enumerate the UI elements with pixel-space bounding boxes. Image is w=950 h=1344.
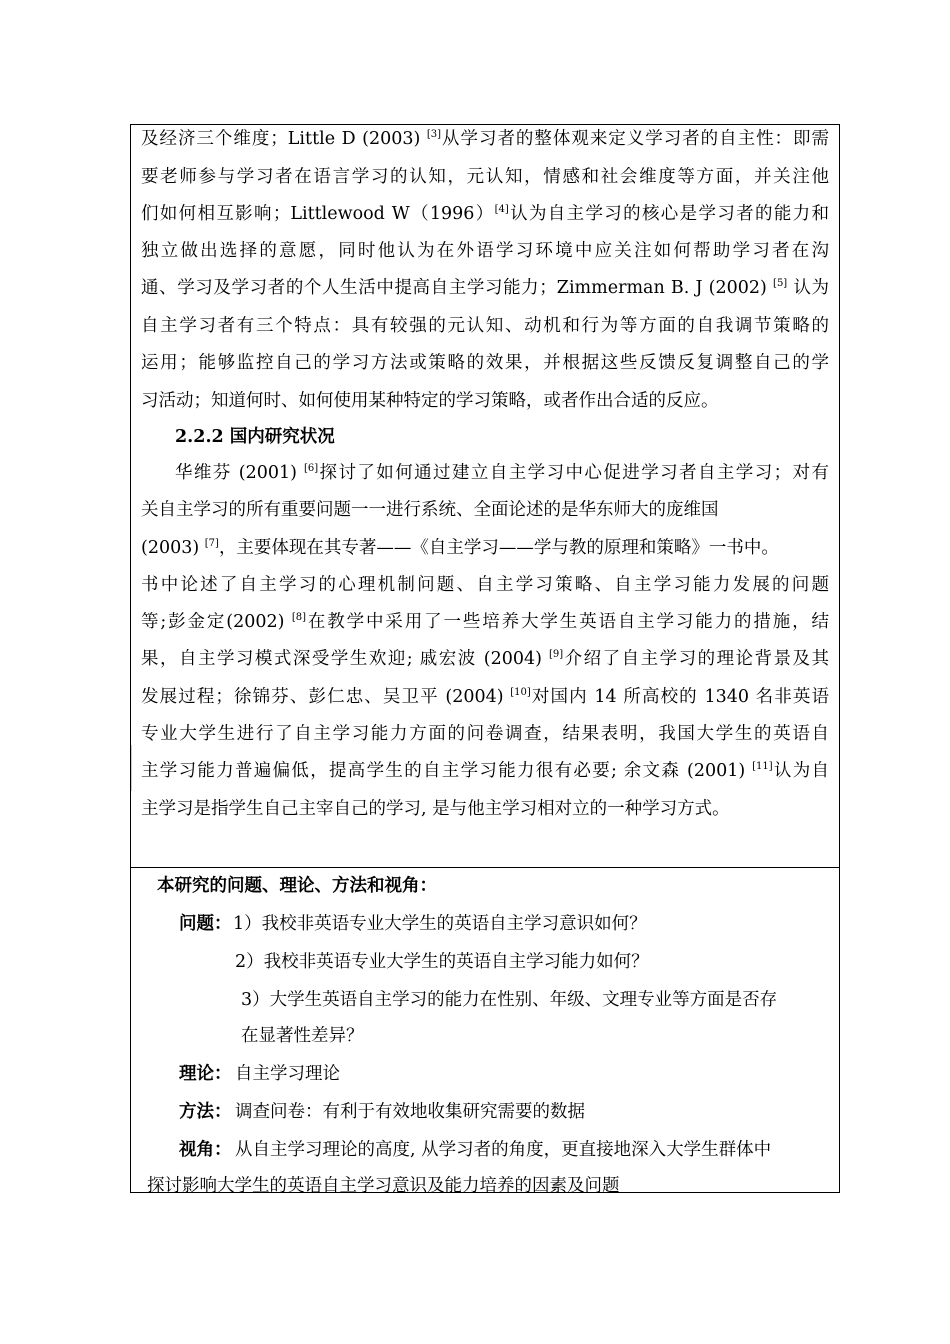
foreign-research-line xyxy=(141,202,829,226)
question-1: 1）我校非英语专业大学生的英语自主学习意识如何？ xyxy=(233,914,647,934)
theory-label: 理论： xyxy=(179,1064,232,1084)
domestic-research-line xyxy=(141,610,829,634)
text-run: 主学习能力普遍偏低，提高学生的自主学习能力很有必要; 余文森 (2001) xyxy=(141,761,753,781)
citation-marker: [3] xyxy=(426,129,442,140)
method-text: 调查问卷：有利于有效地收集研究需要的数据 xyxy=(235,1102,585,1122)
text-run: 发展过程；徐锦芬、彭仁忠、吴卫平 (2004) xyxy=(141,687,511,707)
domestic-research-line xyxy=(141,498,719,522)
citation-marker: [8] xyxy=(291,612,307,623)
proposal-table xyxy=(130,124,840,1196)
text-run: 们如何相互影响；Littlewood W（1996） xyxy=(141,204,495,224)
perspective-text-line-2: 探讨影响大学生的英语自主学习意识及能力培养的因素及问题 xyxy=(147,1176,620,1196)
foreign-research-line xyxy=(141,389,719,413)
text-run: 专业大学生进行了自主学习能力方面的问卷调查，结果表明，我国大学生的英语自 xyxy=(141,724,829,744)
text-run: 华维芬 (2001) xyxy=(175,463,304,483)
text-run: 从学习者的整体观来定义学习者的自主性：即需 xyxy=(441,129,829,149)
domestic-research-line xyxy=(141,797,730,821)
text-run: 探讨了如何通过建立自主学习中心促进学习者自主学习；对有 xyxy=(318,463,829,483)
text-run: 及经济三个维度；Little D (2003) xyxy=(141,129,427,149)
domestic-research-line xyxy=(141,536,779,560)
questions-label: 问题： xyxy=(179,914,232,934)
foreign-research-line xyxy=(141,239,829,263)
citation-marker: [10] xyxy=(510,687,531,698)
text-run: 对国内 14 所高校的 1340 名非英语 xyxy=(530,687,829,707)
text-run: 独立做出选择的意愿，同时他认为在外语学习环境中应关注如何帮助学习者在沟 xyxy=(141,241,829,261)
perspective-text-line-1: 从自主学习理论的高度, 从学习者的角度，更直接地深入大学生群体中 xyxy=(235,1140,772,1160)
foreign-research-line xyxy=(141,165,829,189)
text-run: 运用；能够监控自己的学习方法或策略的效果，并根据这些反馈反复调整自己的学 xyxy=(141,353,829,373)
text-run: 自主学习者有三个特点：具有较强的元认知、动机和行为等方面的自我调节策略的 xyxy=(141,316,829,336)
text-run: 习活动；知道何时、如何使用某种特定的学习策略，或者作出合适的反应。 xyxy=(141,391,719,411)
text-run: 等;彭金定(2002) xyxy=(141,612,292,632)
text-run: ，主要体现在其专著——《自主学习——学与教的原理和策略》一书中。 xyxy=(218,538,779,558)
foreign-research-line xyxy=(141,314,829,338)
citation-marker: [9] xyxy=(549,649,564,660)
text-run: 在教学中采用了一些培养大学生英语自主学习能力的措施，结 xyxy=(306,612,829,632)
domestic-research-line xyxy=(141,647,829,671)
question-3-line-2: 在显著性差异？ xyxy=(241,1026,364,1046)
domestic-research-line xyxy=(141,759,829,783)
text-run: 通、学习及学习者的个人生活中提高自主学习能力；Zimmerman B. J (2002) xyxy=(141,278,774,298)
question-2: 2）我校非英语专业大学生的英语自主学习能力如何？ xyxy=(235,952,649,972)
citation-marker: [4] xyxy=(494,204,509,215)
text-run: 书中论述了自主学习的心理机制问题、自主学习策略、自主学习能力发展的问题 xyxy=(141,575,829,595)
left-margin-mark xyxy=(131,745,132,791)
foreign-research-line xyxy=(141,127,829,151)
text-run: (2003) xyxy=(141,538,205,558)
text-run: 关自主学习的所有重要问题一一进行系统、全面论述的是华东师大的庞维国 xyxy=(141,500,719,520)
question-3-line-1: 3）大学生英语自主学习的能力在性别、年级、文理专业等方面是否存 xyxy=(241,990,778,1010)
text-run: 认为自主学习的核心是学习者的能力和 xyxy=(508,204,829,224)
theory-text: 自主学习理论 xyxy=(235,1064,340,1084)
text-run: 要老师参与学习者在语言学习的认知，元认知，情感和社会维度等方面，并关注他 xyxy=(141,167,829,187)
citation-marker: [5] xyxy=(773,278,788,289)
text-run: 主学习是指学生自己主宰自己的学习, 是与他主学习相对立的一种学习方式。 xyxy=(141,799,730,819)
perspective-label: 视角： xyxy=(179,1140,232,1160)
domestic-research-line xyxy=(175,461,829,485)
text-run: 介绍了自主学习的理论背景及其 xyxy=(563,649,829,669)
domestic-research-line xyxy=(141,573,829,597)
research-design-title: 本研究的问题、理论、方法和视角： xyxy=(157,876,437,896)
foreign-research-line xyxy=(141,351,829,375)
table-row-divider xyxy=(131,867,839,868)
citation-marker: [6] xyxy=(303,463,319,474)
text-run: 认为自 xyxy=(772,761,829,781)
citation-marker: [7] xyxy=(204,538,219,549)
domestic-research-line xyxy=(141,722,829,746)
citation-marker: [11] xyxy=(752,761,773,772)
text-run: 认为 xyxy=(787,278,829,298)
text-run: 果，自主学习模式深受学生欢迎; 戚宏波 (2004) xyxy=(141,649,550,669)
domestic-research-line xyxy=(141,685,829,709)
method-label: 方法： xyxy=(179,1102,232,1122)
foreign-research-line xyxy=(141,276,829,300)
domestic-research-heading: 2.2.2 国内研究状况 xyxy=(175,427,335,447)
